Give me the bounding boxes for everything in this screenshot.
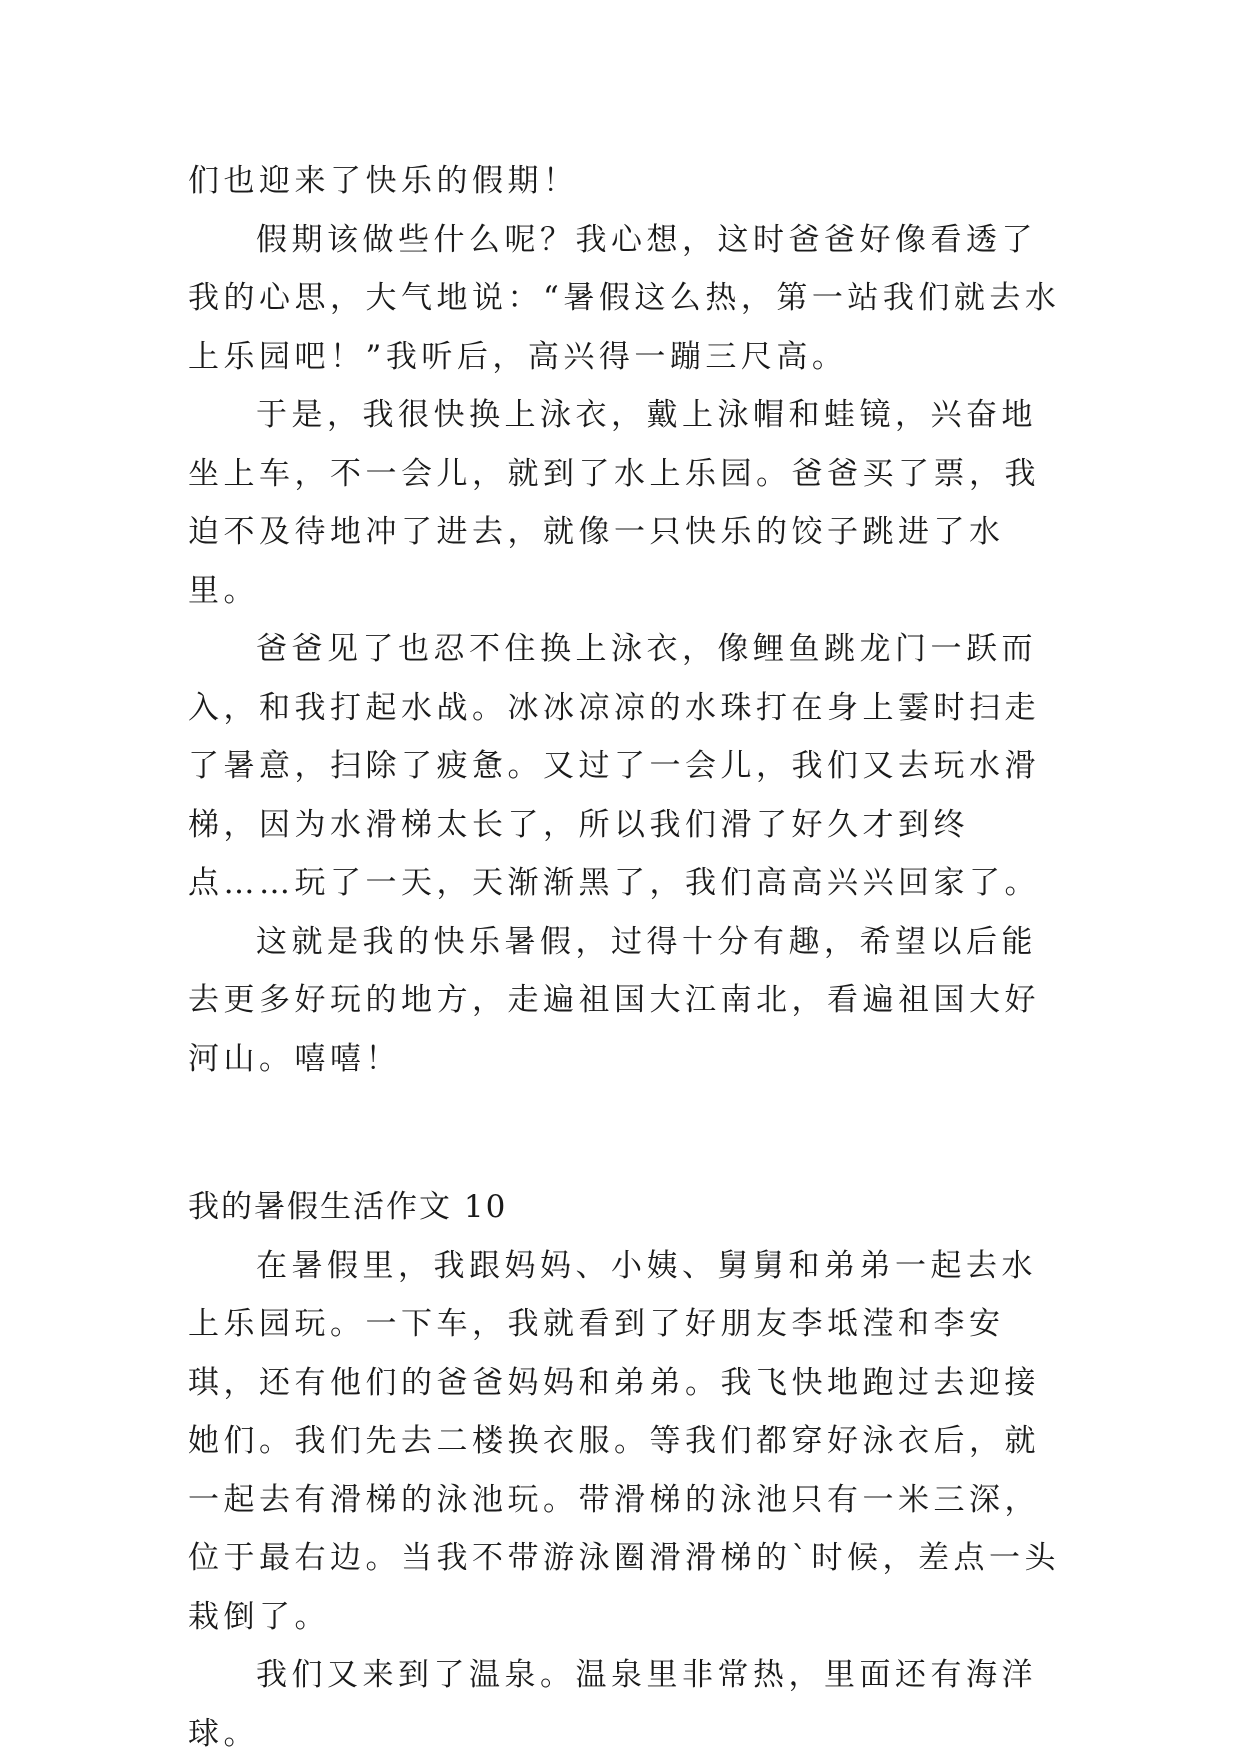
section-spacer (188, 1088, 1068, 1178)
paragraph-arrive-park: 于是，我很快换上泳衣，戴上泳帽和蛙镜，兴奋地坐上车，不一会儿，就到了水上乐园。爸爸买了票，我迫不及待地冲了进去，就像一只快乐的饺子跳进了水里。 (188, 397, 1040, 609)
paragraph-water-park-visit: 在暑假里，我跟妈妈、小姨、舅舅和弟弟一起去水上乐园玩。一下车，我就看到了好朋友李坻滢和李安琪，还有他们的爸爸妈妈和弟弟。我飞快地跑过去迎接她们。我们先去二楼换衣服。等我们都穿好泳衣后，就一起去有滑梯的泳池玩。带滑梯的泳池只有一米三深，位于最右边。当我不带游泳圈滑滑梯的`时候，差点一头栽倒了。 (188, 1247, 1060, 1635)
paragraph-holiday-plan: 假期该做些什么呢？我心想，这时爸爸好像看透了我的心思，大气地说：“暑假这么热，第一站我们就去水上乐园吧！”我听后，高兴得一蹦三尺高。 (188, 221, 1061, 375)
paragraph-hot-spring: 我们又来到了温泉。温泉里非常热，里面还有海洋球。 (188, 1657, 1037, 1752)
paragraph-continuation: 们也迎来了快乐的假期！ (188, 163, 579, 199)
document-body (188, 152, 1068, 1763)
paragraph-conclusion: 这就是我的快乐暑假，过得十分有趣，希望以后能去更多好玩的地方，走遍祖国大江南北，看遍祖国大好河山。嘻嘻！ (188, 923, 1040, 1077)
section-title: 我的暑假生活作文 10 (188, 1189, 508, 1225)
paragraph-water-fight: 爸爸见了也忍不住换上泳衣，像鲤鱼跳龙门一跃而入，和我打起水战。冰冰凉凉的水珠打在身上霎时扫走了暑意，扫除了疲惫。又过了一会儿，我们又去玩水滑梯，因为水滑梯太长了，所以我们滑了好久才到终点……玩了一天，天渐渐黑了，我们高高兴兴回家了。 (188, 631, 1040, 901)
